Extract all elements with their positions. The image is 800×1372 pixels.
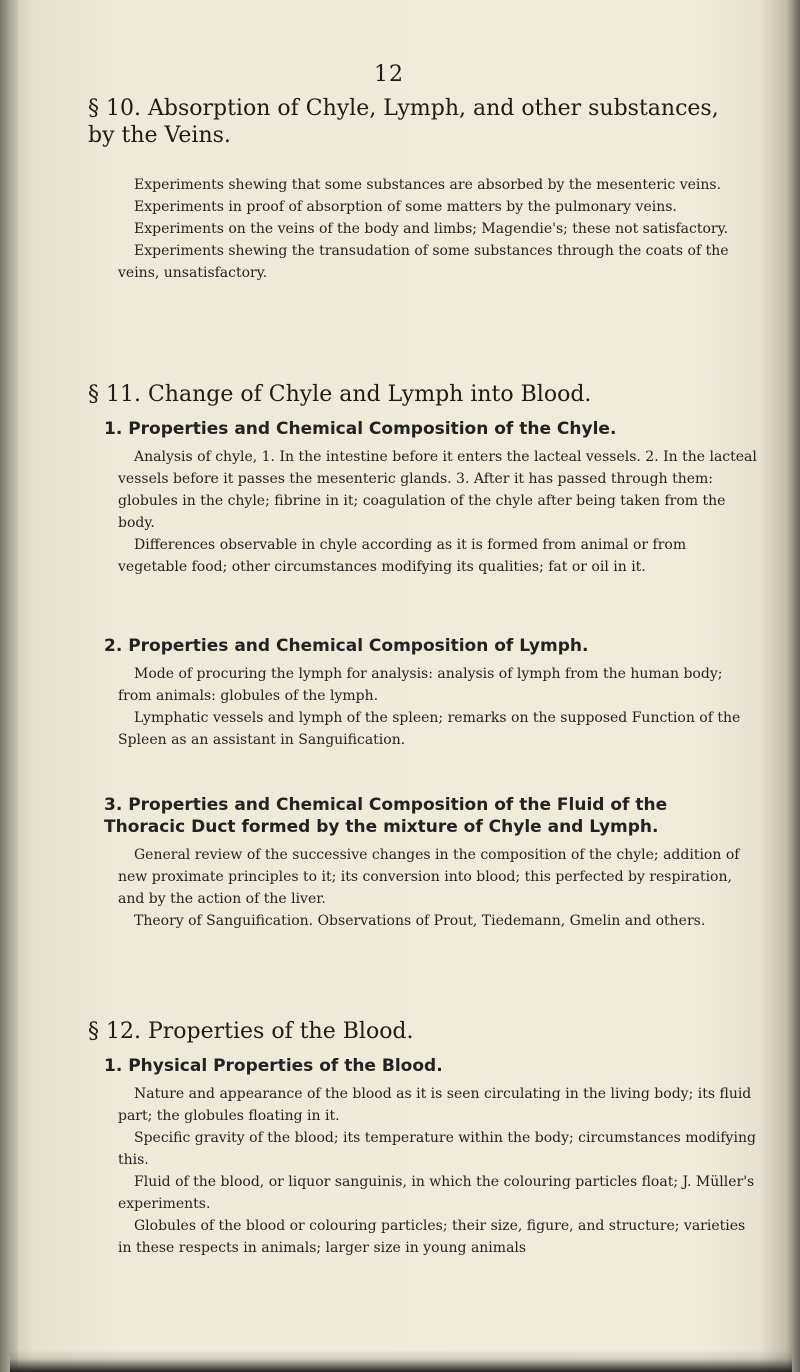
section-12-title: § 12. Properties of the Blood.: [88, 1019, 414, 1044]
section-11-subsection-2: [104, 635, 758, 751]
section-10-paragraph-1: Experiments shewing that some substances are absorbed by the mesenteric veins.: [134, 177, 722, 193]
sanguification-theory-paragraph: Theory of Sanguification. Observations of Prout, Tiedemann, Gmelin and others.: [134, 913, 706, 929]
section-11-subsection-1-title: 1. Properties and Chemical Composition of the Chyle.: [104, 419, 617, 439]
chyle-analysis-paragraph: Analysis of chyle, 1. In the intestine before it enters the lacteal vessels. 2. In the lacteal vessels before it passes the mesenteric glands. 3. After it has passed through them: globules in the chyle; fibrine in it; coagulation of the chyle after being taken from the body.: [118, 449, 757, 531]
section-10-paragraph-4: Experiments shewing the transudation of some substances through the coats of the veins, unsatisfactory.: [118, 243, 729, 281]
section-11-title: § 11. Change of Chyle and Lymph into Blood.: [88, 382, 592, 407]
page-number: 12: [374, 62, 404, 87]
blood-specific-gravity-paragraph: Specific gravity of the blood; its temperature within the body; circumstances modifying this.: [118, 1130, 756, 1168]
blood-globules-paragraph: Globules of the blood or colouring particles; their size, figure, and structure; varieties in these respects in animals; larger size in young animals: [118, 1218, 746, 1256]
section-10-title: § 10. Absorption of Chyle, Lymph, and other substances, by the Veins.: [88, 96, 719, 148]
section-10-paragraph-2: Experiments in proof of absorption of some matters by the pulmonary veins.: [134, 199, 677, 215]
sanguification-review-paragraph: General review of the successive changes in the composition of the chyle; addition of new proximate principles to it; its conversion into blood; this perfected by respiration, and by the action of the liver.: [118, 847, 740, 907]
section-12-subsection-1-title: 1. Physical Properties of the Blood.: [104, 1056, 443, 1076]
section-10-body: [118, 174, 758, 284]
liquor-sanguinis-paragraph: Fluid of the blood, or liquor sanguinis, in which the colouring particles float; J. Müller's experiments.: [118, 1174, 755, 1212]
section-11-subsection-3-title: 3. Properties and Chemical Composition of the Fluid of the Thoracic Duct formed by the mixture of Chyle and Lymph.: [104, 795, 668, 837]
spleen-lymph-paragraph: Lymphatic vessels and lymph of the spleen; remarks on the supposed Function of the Spleen as an assistant in Sanguification.: [118, 710, 741, 748]
section-10-paragraph-3: Experiments on the veins of the body and limbs; Magendie's; these not satisfactory.: [134, 221, 729, 237]
section-11-subsection-2-title: 2. Properties and Chemical Composition of Lymph.: [104, 636, 589, 656]
section-12-subsection-1: [104, 1055, 758, 1259]
lymph-procuring-paragraph: Mode of procuring the lymph for analysis: analysis of lymph from the human body; from animals: globules of the lymph.: [118, 666, 723, 704]
blood-nature-paragraph: Nature and appearance of the blood as it is seen circulating in the living body; its fluid part; the globules floating in it.: [118, 1086, 752, 1124]
section-11-subsection-1: [104, 418, 758, 578]
chyle-differences-paragraph: Differences observable in chyle according as it is formed from animal or from vegetable food; other circumstances modifying its qualities; fat or oil in it.: [118, 537, 687, 575]
section-11-subsection-3: [104, 794, 758, 932]
